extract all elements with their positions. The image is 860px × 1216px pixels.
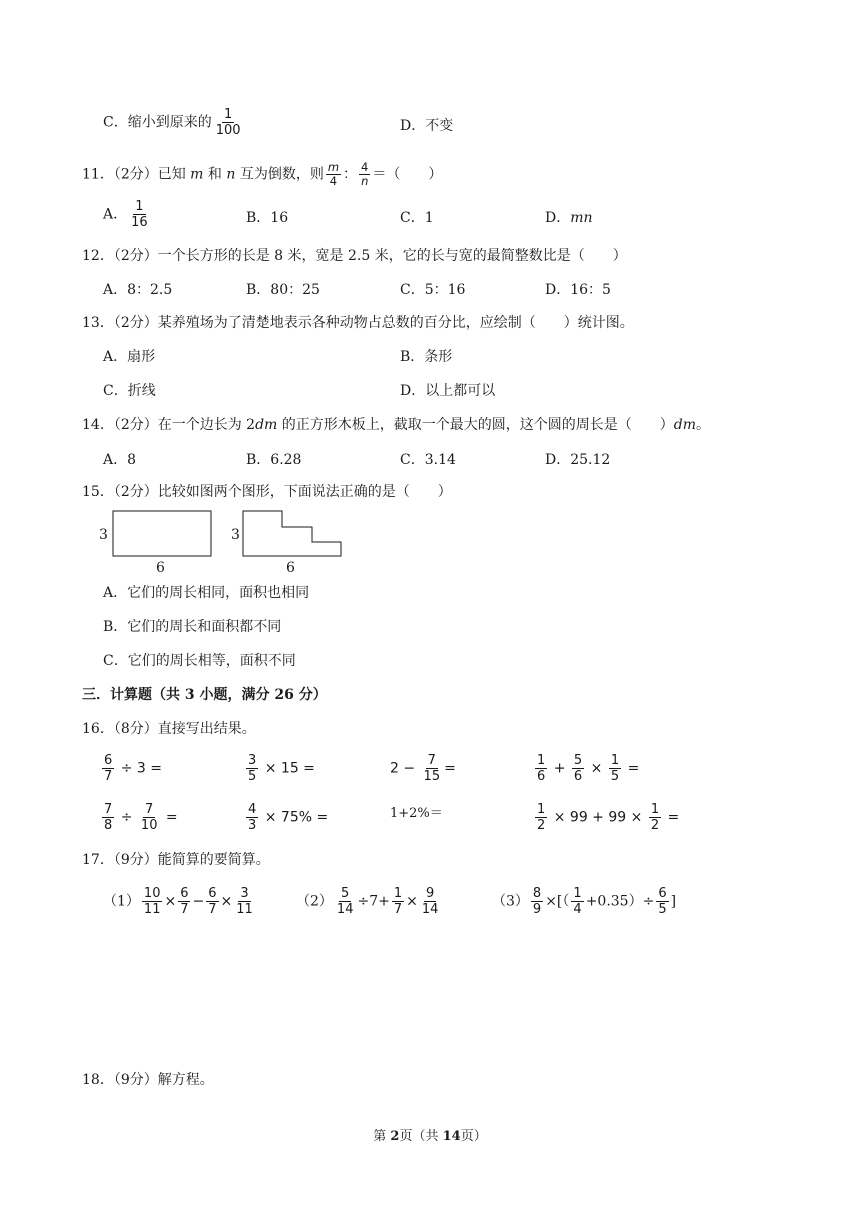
expr-text: ÷7+ bbox=[357, 893, 390, 910]
page-number: 2 bbox=[390, 1129, 400, 1144]
expr-text: = bbox=[623, 760, 640, 777]
option-text: C．缩小到原来的 bbox=[103, 114, 212, 131]
denominator: n bbox=[361, 174, 369, 188]
footer-text: 页） bbox=[460, 1129, 487, 1144]
denominator: 7 bbox=[208, 902, 217, 917]
expr-text: = bbox=[161, 809, 178, 826]
denominator: 4 bbox=[329, 174, 338, 188]
q12-option-d: D．16：5 bbox=[545, 282, 611, 298]
q14-option-d: D．25.12 bbox=[545, 452, 611, 468]
numerator: 1 bbox=[537, 802, 546, 817]
fraction bbox=[246, 753, 258, 784]
denominator: 14 bbox=[336, 902, 354, 917]
expr-text: ×[（ bbox=[545, 893, 570, 910]
denominator: 2 bbox=[650, 818, 660, 833]
footer-text: 页（共 bbox=[399, 1129, 443, 1144]
expr-text: × 75% = bbox=[260, 809, 329, 826]
q11-stem bbox=[82, 161, 442, 188]
problem-label: （3） bbox=[492, 893, 529, 910]
denominator: 11 bbox=[143, 902, 161, 917]
fraction bbox=[102, 802, 114, 833]
staircase-shape bbox=[243, 511, 341, 556]
footer-text: 第 bbox=[373, 1129, 391, 1144]
q13-option-a: A．扇形 bbox=[103, 349, 156, 365]
numerator: 1 bbox=[650, 802, 660, 817]
q15-figure bbox=[95, 505, 355, 577]
numerator: 4 bbox=[248, 802, 257, 817]
fraction bbox=[326, 161, 341, 188]
fraction bbox=[129, 199, 150, 230]
denominator: 5 bbox=[658, 902, 667, 917]
fraction bbox=[206, 886, 218, 917]
operator: × bbox=[406, 893, 418, 910]
denominator: 4 bbox=[573, 902, 582, 917]
denominator: 7 bbox=[180, 902, 189, 917]
fraction bbox=[649, 802, 661, 833]
expr-text: 2 − bbox=[390, 760, 420, 777]
q13-stem: 13．（2分）某养殖场为了清楚地表示各种动物占总数的百分比，应绘制（ ）统计图。 bbox=[82, 315, 634, 331]
q14-stem bbox=[82, 415, 710, 435]
fraction bbox=[139, 802, 160, 833]
fraction bbox=[102, 753, 114, 784]
q12-option-b: B．80：25 bbox=[246, 282, 320, 298]
fraction bbox=[572, 753, 584, 784]
var-n: n bbox=[226, 166, 236, 183]
stem-text: 14．（2分）在一个边长为 2 bbox=[82, 417, 256, 433]
q11-option-c: C．1 bbox=[400, 210, 434, 226]
numerator: 3 bbox=[240, 886, 249, 901]
stem-text: 的正方形木板上，截取一个最大的圆，这个圆的周长是（ ） bbox=[277, 417, 674, 433]
fraction bbox=[609, 753, 621, 784]
rect-height-label: 3 bbox=[99, 527, 108, 543]
expr-text: ÷ 3 = bbox=[116, 760, 162, 777]
numerator: 3 bbox=[248, 753, 257, 768]
denominator: 8 bbox=[104, 818, 113, 833]
numerator: 7 bbox=[427, 753, 436, 768]
denominator: 11 bbox=[236, 902, 253, 917]
denominator: 9 bbox=[532, 902, 542, 917]
numerator: 6 bbox=[658, 886, 667, 901]
numerator: 1 bbox=[223, 107, 233, 122]
colon: ： bbox=[343, 166, 358, 183]
stem-text: 互为倒数，则 bbox=[235, 166, 324, 183]
numerator: 8 bbox=[532, 886, 542, 901]
numerator: 1 bbox=[573, 886, 582, 901]
q16-expr-2 bbox=[244, 753, 315, 784]
numerator: 9 bbox=[425, 886, 435, 901]
fraction bbox=[535, 753, 547, 784]
q14-option-b: B．6.28 bbox=[246, 452, 302, 468]
numerator: 7 bbox=[145, 802, 154, 817]
q12-option-c: C．5：16 bbox=[400, 282, 466, 298]
numerator: 5 bbox=[573, 753, 583, 768]
problem-label: （1） bbox=[103, 893, 140, 910]
q12-option-a: A．8：2.5 bbox=[103, 282, 173, 298]
numerator: m bbox=[327, 160, 340, 174]
q16-stem: 16．（8分）直接写出结果。 bbox=[82, 721, 256, 737]
q16-expr-6 bbox=[244, 802, 328, 833]
fraction bbox=[142, 886, 163, 917]
fraction bbox=[535, 802, 547, 833]
fraction bbox=[359, 161, 370, 188]
denominator: 6 bbox=[573, 769, 583, 784]
fraction bbox=[214, 107, 243, 138]
denominator: 5 bbox=[248, 769, 257, 784]
denominator: 2 bbox=[537, 818, 546, 833]
operator: × bbox=[164, 893, 177, 910]
expr-text: × 99 + 99 × bbox=[549, 809, 647, 826]
fraction bbox=[531, 886, 543, 917]
numerator: 10 bbox=[143, 886, 161, 901]
fraction bbox=[234, 886, 255, 917]
numerator: 7 bbox=[104, 802, 113, 817]
fraction bbox=[178, 886, 190, 917]
q17-problem-2 bbox=[296, 886, 442, 917]
q16-expr-3 bbox=[390, 753, 456, 784]
stem-text: 和 bbox=[203, 166, 227, 183]
rect-width-label: 6 bbox=[156, 560, 165, 576]
q14-option-a: A．8 bbox=[103, 452, 137, 468]
numerator: 6 bbox=[208, 886, 217, 901]
expr-text: = bbox=[663, 809, 680, 826]
q16-expr-5 bbox=[100, 802, 178, 833]
expr-text: × bbox=[586, 760, 607, 777]
expr-text: ÷ bbox=[116, 809, 137, 826]
numerator: 5 bbox=[341, 886, 350, 901]
numerator: 1 bbox=[537, 753, 546, 768]
stair-width-label: 6 bbox=[286, 560, 295, 576]
q16-expr-1 bbox=[100, 753, 162, 784]
q16-expr-7: 1+2%＝ bbox=[390, 806, 443, 821]
q11-option-d bbox=[545, 208, 593, 228]
stem-text: ＝（ ） bbox=[372, 166, 443, 183]
stair-height-label: 3 bbox=[231, 527, 240, 543]
denominator: 7 bbox=[104, 769, 113, 784]
option-value: mn bbox=[570, 210, 593, 226]
var-m: m bbox=[190, 166, 204, 183]
numerator: 1 bbox=[135, 199, 144, 214]
expr-text: × 15 = bbox=[260, 760, 315, 777]
numerator: 6 bbox=[104, 753, 113, 768]
q15-option-c: C．它们的周长相等，面积不同 bbox=[103, 653, 296, 669]
fraction bbox=[246, 802, 258, 833]
fraction bbox=[392, 886, 404, 917]
numerator: 1 bbox=[393, 886, 403, 901]
q13-option-b: B．条形 bbox=[400, 349, 453, 365]
fraction bbox=[335, 886, 356, 917]
denominator: 7 bbox=[393, 902, 403, 917]
q12-stem: 12．（2分）一个长方形的长是 8 米，宽是 2.5 米，它的长与宽的最简整数比是（ ） bbox=[82, 248, 627, 264]
q16-expr-8 bbox=[533, 802, 679, 833]
stem-text: 。 bbox=[696, 417, 711, 433]
q17-stem: 17．（9分）能简算的要简算。 bbox=[82, 852, 270, 868]
option-label: D． bbox=[545, 210, 571, 226]
page-total: 14 bbox=[442, 1129, 461, 1144]
stem-text: 11．（2分）已知 bbox=[82, 166, 191, 183]
numerator: 6 bbox=[180, 886, 189, 901]
numerator: 4 bbox=[361, 160, 369, 174]
fraction bbox=[420, 886, 441, 917]
q11-option-a bbox=[103, 199, 152, 230]
q17-problem-3 bbox=[492, 886, 676, 917]
fraction bbox=[571, 886, 583, 917]
denominator: 5 bbox=[610, 769, 620, 784]
q10-option-c bbox=[103, 107, 245, 138]
fraction bbox=[422, 753, 443, 784]
option-label: A． bbox=[103, 206, 128, 223]
operator: − bbox=[192, 893, 205, 910]
q13-option-d: D．以上都可以 bbox=[400, 383, 496, 399]
denominator: 3 bbox=[248, 818, 257, 833]
expr-text: ] bbox=[670, 893, 677, 910]
q13-option-c: C．折线 bbox=[103, 383, 156, 399]
page-footer bbox=[0, 1127, 860, 1147]
q15-stem: 15．（2分）比较如图两个图形，下面说法正确的是（ ） bbox=[82, 484, 452, 500]
expr-text: +0.35）÷ bbox=[585, 893, 655, 910]
q18-stem: 18．（9分）解方程。 bbox=[82, 1072, 214, 1088]
fraction bbox=[656, 886, 668, 917]
q16-expr-4 bbox=[533, 753, 639, 784]
q10-option-d: D．不变 bbox=[400, 118, 454, 134]
section-title: 三．计算题（共 3 小题，满分 26 分） bbox=[82, 687, 327, 703]
unit: dm bbox=[255, 417, 278, 433]
denominator: 10 bbox=[140, 818, 158, 833]
denominator: 16 bbox=[131, 215, 148, 230]
denominator: 6 bbox=[537, 769, 546, 784]
problem-label: （2） bbox=[296, 893, 333, 910]
q14-option-c: C．3.14 bbox=[400, 452, 456, 468]
denominator: 15 bbox=[423, 769, 441, 784]
q11-option-b: B．16 bbox=[246, 210, 289, 226]
operator: × bbox=[220, 893, 233, 910]
rectangle-shape bbox=[113, 511, 211, 556]
denominator: 14 bbox=[421, 902, 439, 917]
q15-option-b: B．它们的周长和面积都不同 bbox=[103, 619, 282, 635]
unit: dm bbox=[673, 417, 697, 433]
numerator: 1 bbox=[610, 753, 620, 768]
expr-text: + bbox=[549, 760, 570, 777]
q15-option-a: A．它们的周长相同，面积也相同 bbox=[103, 585, 310, 601]
expr-text: = bbox=[444, 760, 456, 777]
denominator: 100 bbox=[215, 123, 241, 138]
q17-problem-1 bbox=[103, 886, 257, 917]
